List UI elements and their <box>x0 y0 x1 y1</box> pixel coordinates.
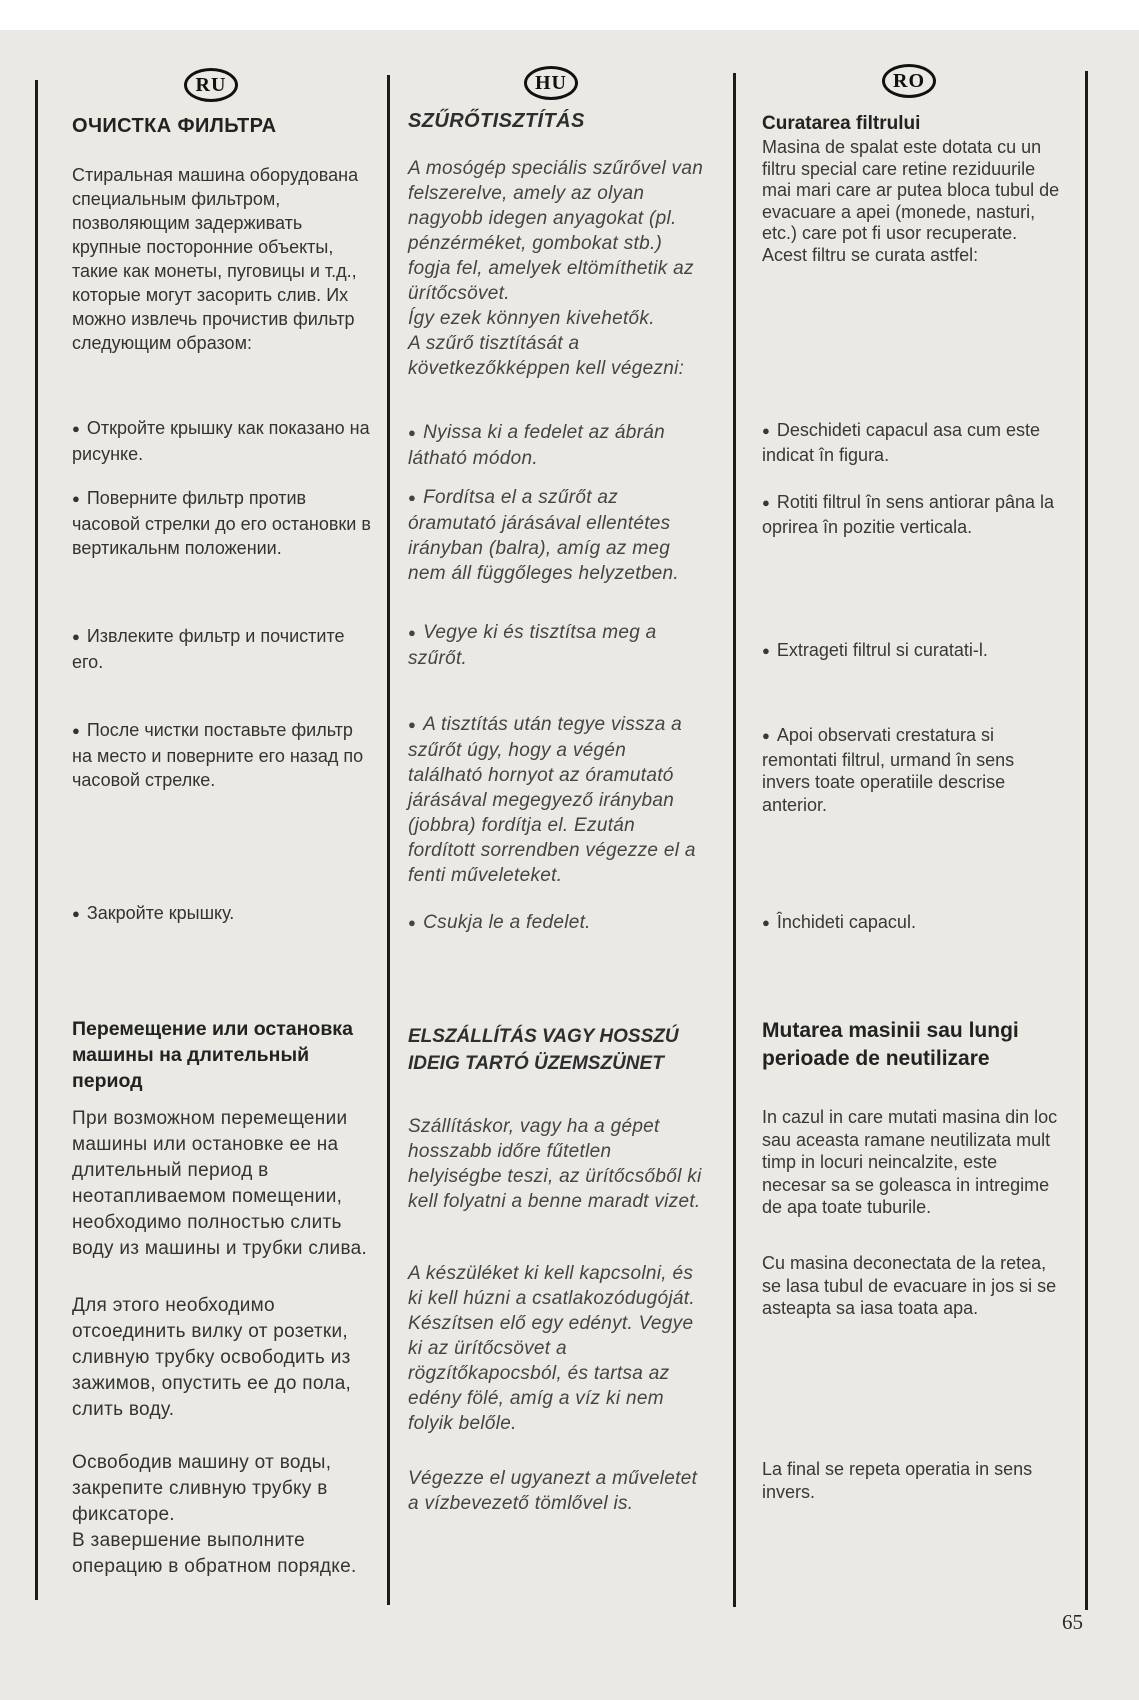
bullet-icon: ● <box>762 643 770 658</box>
bullet-text: Поверните фильтр против часовой стрелки до его остановки в вертикальнм положении. <box>72 488 371 558</box>
bullet-icon: ● <box>72 421 80 436</box>
paragraph-line: В завершение выполните операцию в обратном порядке. <box>72 1530 357 1577</box>
bullet-icon: ● <box>762 728 770 743</box>
bullet-item <box>72 718 372 792</box>
bullet-text: A tisztítás után tegye vissza a szűrőt úgy, hogy a végén található hornyot az óramutató járásával megegyező irányban (jobbra) fordítja el. Ezután fordított sorrendben végezze el a fenti műveleteket. <box>408 714 696 886</box>
bullet-text: После чистки поставьте фильтр на место и поверните его назад по часовой стрелке. <box>72 720 364 790</box>
bullet-text: Закройте крышку. <box>86 903 235 923</box>
bullet-text: Apoi observati crestatura si remontati filtrul, urmand în sens invers toate operatiile descrise anterior. <box>762 725 1015 815</box>
paragraph: A készüléket ki kell kapcsolni, és ki kell húzni a csatlakozódugóját. Készítsen elő egy edényt. Vegye ki az ürítőcsövet a rögzítőkapocsból, és tartsa az edény fölé, amíg a víz ki nem folyik belőle. <box>408 1263 695 1434</box>
paragraph: La final se repeta operatia in sens invers. <box>762 1459 1033 1502</box>
bullet-icon: ● <box>72 906 80 921</box>
bullet-icon: ● <box>408 490 417 505</box>
bullet-item <box>72 901 372 927</box>
bullet-item <box>762 639 1064 664</box>
bullet-item <box>762 724 1064 816</box>
intro-paragraph <box>408 156 704 381</box>
bullet-icon: ● <box>408 717 417 732</box>
bullet-item <box>72 486 372 560</box>
paragraph: In cazul in care mutati masina din loc sau aceasta ramane neutilizata mult timp in locuri neincalzite, este necesar sa se goleasca in intregime de apa toate tuburile. <box>762 1107 1058 1217</box>
bullet-text: Откройте крышку как показано на рисунке. <box>72 418 370 464</box>
bullet-icon: ● <box>72 723 80 738</box>
column-divider-hu-ro <box>733 73 736 1607</box>
column-divider-ru-hu <box>387 75 390 1605</box>
bullet-item <box>408 420 704 471</box>
bullet-item <box>408 485 704 586</box>
paragraph: Для этого необходимо отсоединить вилку от розетки, сливную трубку освободить из зажимов, опустить ее до пола, слить воду. <box>72 1295 352 1420</box>
intro-paragraph: Стиральная машина оборудована специальным фильтром, позволяющим задерживать крупные посторонние объекты, такие как монеты, пуговицы и т.д., которые могут засорить слив. Их можно извлечь прочистив фильтр следующим образом: <box>72 165 359 353</box>
intro-paragraph: Masina de spalat este dotata cu un filtru special care retine reziduurile mai mari care ar putea bloca tubul de evacuare a apei (monede, nasturi, etc.) care pot fi usor recuperate. Acest filtru se curata astfel: <box>762 137 1060 265</box>
section-title: Mutarea masinii sau lungi perioade de neutilizare <box>762 1019 1019 1070</box>
section-title: Перемещение или остановка машины на длительный период <box>72 1018 353 1092</box>
section-title: SZŰRŐTISZTÍTÁS <box>408 110 585 132</box>
page-left-rule <box>35 80 38 1600</box>
bullet-item <box>762 491 1064 538</box>
paragraph: Végezze el ugyanezt a műveletet a vízbevezető tömlővel is. <box>408 1468 698 1514</box>
bullet-icon: ● <box>72 629 80 644</box>
bullet-text: Nyissa ki a fedelet az ábrán látható módon. <box>408 422 665 469</box>
paragraph: Cu masina deconectata de la retea, se lasa tubul de evacuare in jos si se asteapta sa iasa toata apa. <box>762 1253 1057 1318</box>
bullet-icon: ● <box>762 495 770 510</box>
bullet-text: Extrageti filtrul si curatati-l. <box>776 640 988 660</box>
bullet-item <box>408 620 704 671</box>
bullet-item <box>408 910 704 936</box>
paragraph-line: A mosógép speciális szűrővel van felszerelve, amely az olyan nagyobb idegen anyagokat (pl. pénzérméket, gombokat stb.) fogja fel, amelyek eltömíthetik az ürítőcsövet. <box>408 158 704 304</box>
bullet-text: Vegye ki és tisztítsa meg a szűrőt. <box>408 622 657 669</box>
language-badge-ro: RO <box>882 64 936 98</box>
paragraph <box>72 1450 372 1580</box>
page-number: 65 <box>1062 1610 1083 1634</box>
bullet-text: Închideti capacul. <box>776 912 916 932</box>
page-right-rule <box>1085 71 1088 1610</box>
language-badge-hu: HU <box>524 66 578 100</box>
bullet-icon: ● <box>408 915 417 930</box>
bullet-icon: ● <box>72 491 80 506</box>
bullet-item <box>72 416 372 466</box>
paragraph: Szállításkor, vagy ha a gépet hosszabb időre fűtetlen helyiségbe teszi, az ürítőcsőből ki kell folyatni a benne maradt vizet. <box>408 1116 702 1212</box>
bullet-text: Извлеките фильтр и почистите его. <box>72 626 345 672</box>
bullet-text: Rotiti filtrul în sens antiorar pâna la oprirea în pozitie verticala. <box>762 492 1054 537</box>
bullet-icon: ● <box>408 625 417 640</box>
section-title: ELSZÁLLÍTÁS VAGY HOSSZÚ IDEIG TARTÓ ÜZEMSZÜNET <box>408 1026 679 1074</box>
bullet-item <box>408 712 704 888</box>
bullet-icon: ● <box>408 425 417 440</box>
section-title: ОЧИСТКА ФИЛЬТРА <box>72 115 277 137</box>
paragraph-line: Így ezek könnyen kivehetők. <box>408 308 655 329</box>
paragraph-line: A szűrő tisztítását a következőkképpen kell végezni: <box>408 333 685 379</box>
section-title: Curatarea filtrului <box>762 113 921 134</box>
bullet-text: Deschideti capacul asa cum este indicat în figura. <box>762 420 1040 465</box>
bullet-item <box>72 624 372 674</box>
bullet-icon: ● <box>762 915 770 930</box>
paragraph-line: Освободив машину от воды, закрепите сливную трубку в фиксаторе. <box>72 1452 332 1525</box>
bullet-text: Fordítsa el a szűrőt az óramutató járásával ellentétes irányban (balra), amíg az meg nem áll függőleges helyzetben. <box>408 487 679 584</box>
bullet-item <box>762 419 1064 466</box>
bullet-item <box>762 911 1064 936</box>
bullet-text: Csukja le a fedelet. <box>423 912 591 933</box>
bullet-icon: ● <box>762 423 770 438</box>
paragraph: При возможном перемещении машины или остановке ее на длительный период в неотапливаемом помещении, необходимо полностью слить воду из машины и трубки слива. <box>72 1108 368 1259</box>
language-badge-ru: RU <box>184 68 238 102</box>
